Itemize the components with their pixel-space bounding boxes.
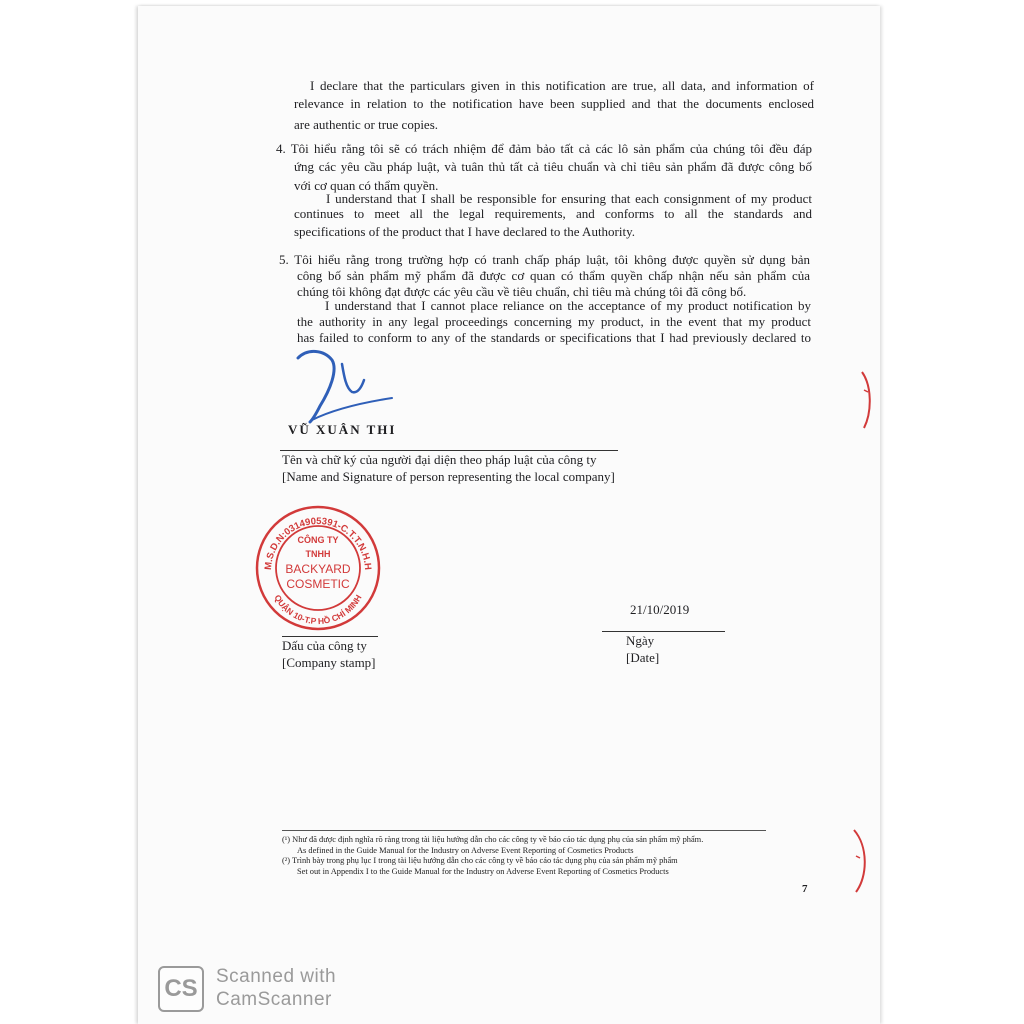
stamp-line-2: TNHH — [305, 549, 331, 559]
item4-vi-line-2: ứng các yêu cầu pháp luật, và tuân thủ tất cả tiêu chuẩn và chỉ tiêu sản phẩm đã được công bố — [294, 159, 812, 174]
company-stamp — [253, 503, 383, 633]
date-value: 21/10/2019 — [630, 602, 690, 617]
item4-en-line-3: specifications of the product that I have declared to the Authority. — [294, 224, 636, 239]
stamp-bottom-text: QUẬN 10-T.P HỒ CHÍ MINH — [272, 592, 364, 627]
declaration-line-1: I declare that the particulars given in this notification are true, all data, and information of — [310, 78, 814, 93]
footnote-1-vi: (¹) Như đã được định nghĩa rõ ràng trong tài liệu hướng dẫn cho các công ty về báo cáo tác dụng phụ của sản phẩm mỹ phẩm. — [282, 835, 704, 844]
signature-label-vi: Tên và chữ ký của người đại diện theo pháp luật của công ty — [282, 452, 597, 467]
stamp-ring-text: M.S.D.N:0314905391-C.T.T.N.H.H — [262, 515, 374, 571]
stamp-label-en: [Company stamp] — [282, 655, 376, 670]
footnote-2-vi: (²) Trình bày trong phụ lục I trong tài liệu hướng dẫn cho các công ty về báo cáo tác dụng phụ của sản phẩm mỹ phẩm — [282, 856, 678, 865]
stamp-line-1: CÔNG TY — [297, 535, 339, 545]
item5-en-line-1: I understand that I cannot place reliance on the acceptance of my product notification by — [325, 298, 811, 313]
item4-en-line-1: I understand that I shall be responsible for ensuring that each consignment of my product — [326, 191, 812, 206]
footnote-2-en: Set out in Appendix I to the Guide Manual for the Industry on Adverse Event Reporting of Cosmetics Products — [297, 867, 669, 876]
signature-label-en: [Name and Signature of person representing the local company] — [282, 469, 615, 484]
stamp-line-3: BACKYARD — [285, 562, 351, 576]
signature-line — [280, 450, 618, 451]
item5-vi-line-3: chúng tôi không đạt được các yêu cầu về tiêu chuẩn, chỉ tiêu mà chúng tôi đã công bố. — [297, 284, 747, 299]
stamp-line-4: COSMETIC — [286, 577, 350, 591]
item4-vi-line-3: với cơ quan có thẩm quyền. — [294, 178, 439, 193]
stamp-line — [282, 636, 378, 637]
date-line — [602, 631, 725, 632]
edge-stamp-mark-bottom — [852, 826, 872, 896]
handwritten-signature — [290, 340, 400, 430]
footnote-1-en: As defined in the Guide Manual for the Industry on Adverse Event Reporting of Cosmetics Products — [297, 846, 634, 855]
edge-stamp-mark-top — [860, 368, 876, 432]
date-label-en: [Date] — [626, 650, 660, 665]
stamp-label-vi: Dấu của công ty — [282, 638, 367, 653]
watermark-line-1: Scanned with — [216, 966, 337, 987]
declaration-line-2: relevance in relation to the notification have been supplied and that the documents enclosed — [294, 96, 814, 111]
signatory-name: VŨ XUÂN THI — [288, 422, 397, 437]
date-label-vi: Ngày — [626, 633, 655, 648]
item5-en-line-3: has failed to conform to any of the standards or specifications that I had previously declared to — [297, 330, 811, 345]
watermark-line-2: CamScanner — [216, 989, 332, 1010]
item4-en-line-2: continues to meet all the legal requirements, and conforms to all the standards and — [294, 206, 812, 221]
page-number: 7 — [802, 883, 808, 895]
item5-vi-line-1: 5. Tôi hiểu rằng trong trường hợp có tranh chấp pháp luật, tôi không được quyền sử dụng bản — [279, 252, 810, 267]
item4-vi-line-1: 4. Tôi hiểu rằng tôi sẽ có trách nhiệm để đảm bảo tất cả các lô sản phẩm của chúng tôi đều đáp — [276, 141, 812, 156]
camscanner-logo: CS — [158, 966, 204, 1012]
declaration-line-3: are authentic or true copies. — [294, 117, 439, 132]
footnote-separator — [282, 830, 766, 831]
item5-vi-line-2: công bố sản phẩm mỹ phẩm đã được cơ quan có thẩm quyền chấp nhận nếu sản phẩm của — [297, 268, 810, 283]
item5-en-line-2: the authority in any legal proceedings concerning my product, in the event that my product — [297, 314, 811, 329]
